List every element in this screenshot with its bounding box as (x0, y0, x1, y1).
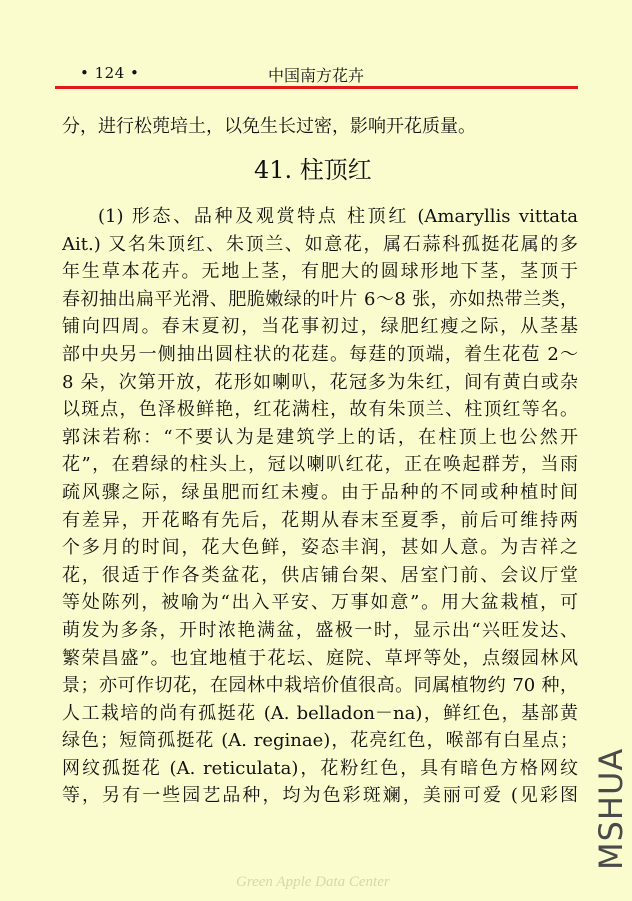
body-line: 春初抽出扁平光滑、肥脆嫩绿的叶片 6～8 张，亦如热带兰类， (62, 288, 578, 310)
body-line: 铺向四周。春末夏初，当花事初过，绿肥红瘦之际，从茎基 (62, 316, 578, 338)
body-line: 以斑点，色泽极鲜艳，红花满柱，故有朱顶兰、柱顶红等名。 (62, 399, 578, 421)
section-title: 41. 柱顶红 (254, 156, 372, 184)
body-line: 8 朵，次第开放，花形如喇叭，花冠多为朱红，间有黄白或杂 (62, 371, 578, 393)
page-number: • 124 • (80, 64, 140, 82)
bottom-watermark: Green Apple Data Center (236, 874, 390, 890)
body-line: 个多月的时间，花大色鲜，姿态丰润，甚如人意。为吉祥之 (62, 537, 578, 559)
body-line: 花”，在碧绿的柱头上，冠以喇叭红花，正在唤起群芳，当雨 (62, 454, 578, 476)
page-header (0, 0, 632, 88)
body-line: 绿色；短筒孤挺花 (A. reginae)，花亮红色，喉部有白星点； (62, 730, 578, 752)
continuation-line: 分，进行松蔸培土，以免生长过密，影响开花质量。 (62, 116, 476, 137)
body-line: 人工栽培的尚有孤挺花 (A. belladon－na)，鲜红色，基部黄 (62, 702, 578, 724)
body-line: 等，另有一些园艺品种，均为色彩斑斓，美丽可爱 (见彩图 (62, 785, 578, 807)
body-line: (1) 形态、品种及观赏特点 柱顶红 (Amaryllis vittata (98, 206, 578, 227)
body-line: 繁荣昌盛”。也宜地植于花坛、庭院、草坪等处，点缀园林风 (62, 647, 578, 669)
body-line: 网纹孤挺花 (A. reticulata)，花粉红色，具有暗色方格网纹 (62, 757, 578, 779)
body-line: 年生草本花卉。无地上茎，有肥大的圆球形地下茎，茎顶于 (62, 261, 578, 283)
body-line: 部中央另一侧抽出圆柱状的花莛。每莛的顶端，着生花苞 2～ (62, 343, 578, 365)
body-line: 有差异，开花略有先后，花期从春末至夏季，前后可维持两 (62, 509, 578, 531)
body-line: 疏风骤之际，绿虽肥而红未瘦。由于品种的不同或种植时间 (62, 481, 578, 503)
body-line: 景；亦可作切花，在园林中栽培价值很高。同属植物约 70 种， (62, 675, 578, 697)
body-line: 等处陈列，被喻为“出入平安、万事如意”。用大盆栽植，可 (62, 592, 578, 614)
side-watermark: MSHUA (592, 747, 630, 870)
section-body (62, 203, 578, 810)
body-line: 花，很适于作各类盆花，供店铺台架、居室门前、会议厅堂 (62, 564, 578, 586)
body-line: 郭沫若称：“不要认为是建筑学上的话，在柱顶上也公然开 (62, 426, 578, 448)
body-line: Ait.) 又名朱顶红、朱顶兰、如意花，属石蒜科孤挺花属的多 (62, 233, 578, 255)
header-rule (55, 86, 578, 89)
running-title: 中国南方花卉 (268, 66, 365, 85)
body-line: 萌发为多条，开时浓艳满盆，盛极一时，显示出“兴旺发达、 (62, 619, 578, 641)
